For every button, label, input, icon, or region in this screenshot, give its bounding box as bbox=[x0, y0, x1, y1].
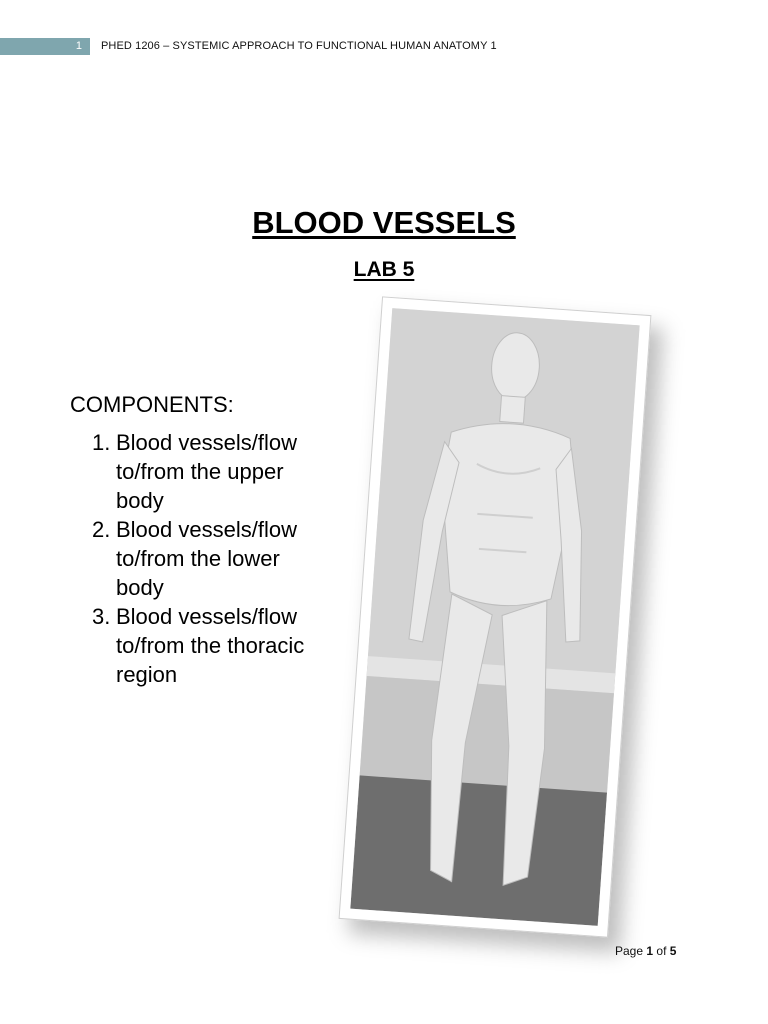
page-title: BLOOD VESSELS bbox=[252, 205, 516, 240]
total-pages: 5 bbox=[669, 944, 677, 958]
components-list bbox=[92, 428, 312, 689]
page-counter bbox=[615, 944, 676, 958]
page-subtitle: LAB 5 bbox=[353, 258, 415, 281]
list-item-number: 3. bbox=[92, 604, 111, 629]
list-item-text: Blood vessels/flow to/from the lower body bbox=[116, 517, 297, 600]
header-course-title: PHED 1206 – SYSTEMIC APPROACH TO FUNCTIONAL HUMAN ANATOMY 1 bbox=[101, 40, 497, 52]
components-heading: COMPONENTS: bbox=[70, 392, 234, 417]
list-item-text: Blood vessels/flow to/from the upper body bbox=[116, 430, 297, 513]
list-item-number: 1. bbox=[92, 430, 111, 455]
mannequin-photo bbox=[350, 308, 639, 926]
list-item-number: 2. bbox=[92, 517, 111, 542]
list-item bbox=[92, 602, 312, 689]
list-item bbox=[92, 428, 312, 515]
mannequin-icon bbox=[350, 308, 639, 926]
current-page: 1 bbox=[646, 944, 654, 958]
list-item-text: Blood vessels/flow to/from the thoracic region bbox=[116, 604, 305, 687]
header-accent-bar bbox=[0, 38, 90, 55]
list-item bbox=[92, 515, 312, 602]
page-word: Page bbox=[615, 944, 644, 958]
of-word: of bbox=[656, 944, 667, 958]
header-page-number: 1 bbox=[75, 40, 82, 52]
mannequin-photo-frame bbox=[339, 296, 652, 937]
